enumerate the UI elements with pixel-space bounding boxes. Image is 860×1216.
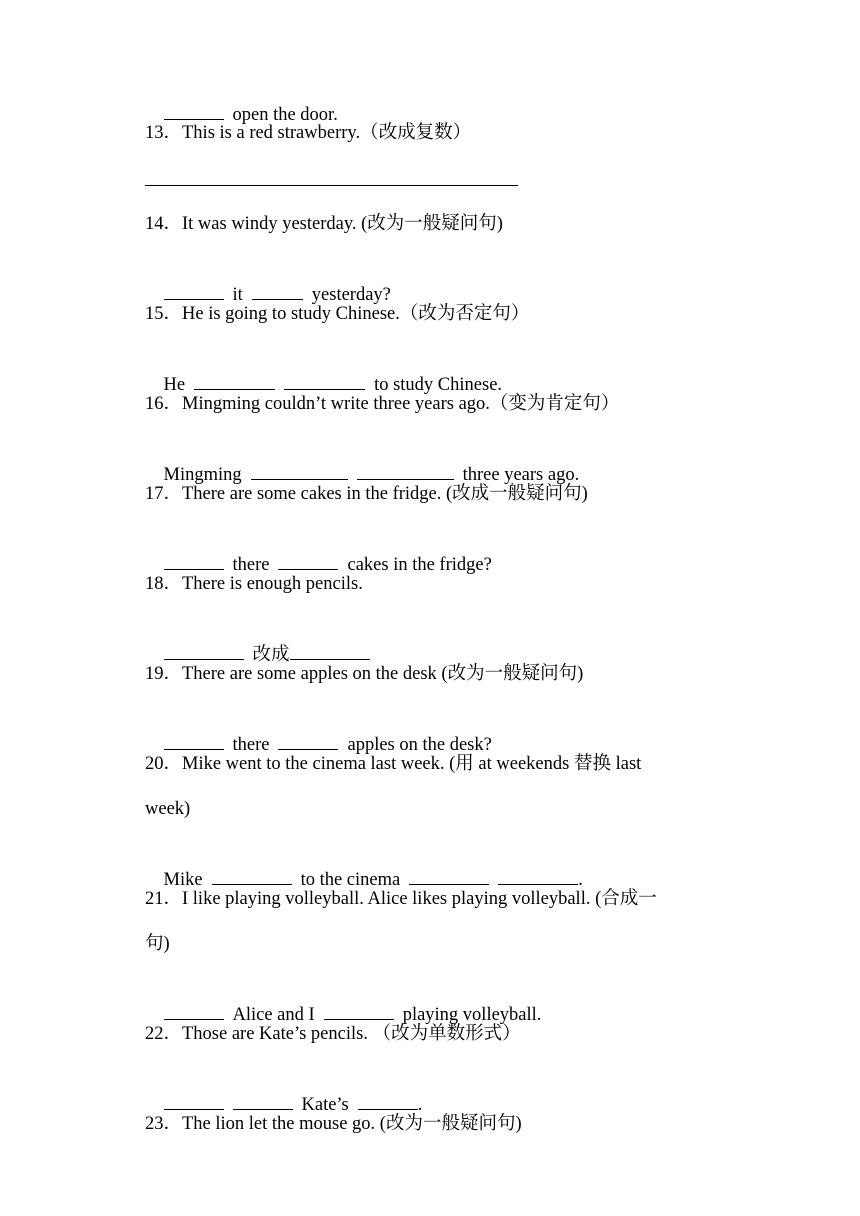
blank[interactable] [252,281,303,300]
answer-line-22 [145,1067,710,1115]
blank[interactable] [164,1001,224,1020]
blank[interactable] [409,866,489,885]
question-14: 14．It was windy yesterday. (改为一般疑问句) [145,214,503,234]
answer-line-20 [145,842,710,890]
answer-word: . [417,1095,423,1115]
answer-line-19 [145,707,710,755]
question-16: 16．Mingming couldn’t write three years ago.（变为肯定句） [145,394,620,414]
blank[interactable] [278,731,338,750]
answer-word: He [163,375,186,395]
answer-word: Mike [163,870,203,890]
question-21: 21．I like playing volleyball. Alice likes playing volleyball. (合成一 [145,889,657,909]
blank[interactable] [212,866,292,885]
answer-line-17 [145,527,710,575]
answer-word: Alice and I [232,1005,315,1025]
blank[interactable] [164,551,224,570]
answer-line-21 [145,977,710,1025]
blank[interactable] [164,1091,224,1110]
question-13: 13．This is a red strawberry.（改成复数） [145,123,472,143]
answer-word: to the cinema [300,870,401,890]
blank[interactable] [251,461,348,480]
question-22: 22．Those are Kate’s pencils. （改为单数形式） [145,1024,521,1044]
answer-word: playing volleyball. [402,1005,542,1025]
blank[interactable] [164,281,224,300]
answer-word: there [232,735,270,755]
answer-line-14 [145,257,710,305]
question-18: 18．There is enough pencils. [145,574,363,594]
answer-line-15 [145,347,710,395]
answer-word: yesterday? [311,285,391,305]
answer-text: open the door. [232,105,338,125]
blank[interactable] [278,551,338,570]
blank[interactable] [324,1001,394,1020]
answer-line-16 [145,437,710,485]
blank[interactable] [164,731,224,750]
blank[interactable] [357,461,454,480]
answer-word: it [232,285,243,305]
question-21-continued: 句) [145,934,170,954]
question-15: 15．He is going to study Chinese.（改为否定句） [145,304,530,324]
answer-word: 改成 [252,645,290,665]
answer-word: Mingming [163,465,242,485]
blank[interactable] [164,641,244,660]
answer-word: three years ago. [462,465,580,485]
blank[interactable] [194,371,275,390]
answer-rule-13[interactable] [145,185,518,186]
answer-word: apples on the desk? [347,735,492,755]
answer-word: cakes in the fridge? [347,555,492,575]
question-20-continued: week) [145,799,191,819]
question-19: 19．There are some apples on the desk (改为一般疑问句) [145,664,584,684]
blank[interactable] [358,1091,418,1110]
answer-line-12 [145,77,710,125]
blank[interactable] [233,1091,293,1110]
answer-line-18 [145,617,710,665]
question-20: 20．Mike went to the cinema last week. (用 at weekends 替换 last [145,754,642,774]
blank[interactable] [164,101,224,120]
answer-word: to study Chinese. [374,375,503,395]
answer-word: Kate’s [301,1095,349,1115]
blank[interactable] [498,866,578,885]
answer-word: . [578,870,583,890]
answer-word: there [232,555,270,575]
blank[interactable] [290,641,370,660]
question-17: 17．There are some cakes in the fridge. (改成一般疑问句) [145,484,588,504]
question-23: 23．The lion let the mouse go. (改为一般疑问句) [145,1114,522,1134]
blank[interactable] [284,371,365,390]
